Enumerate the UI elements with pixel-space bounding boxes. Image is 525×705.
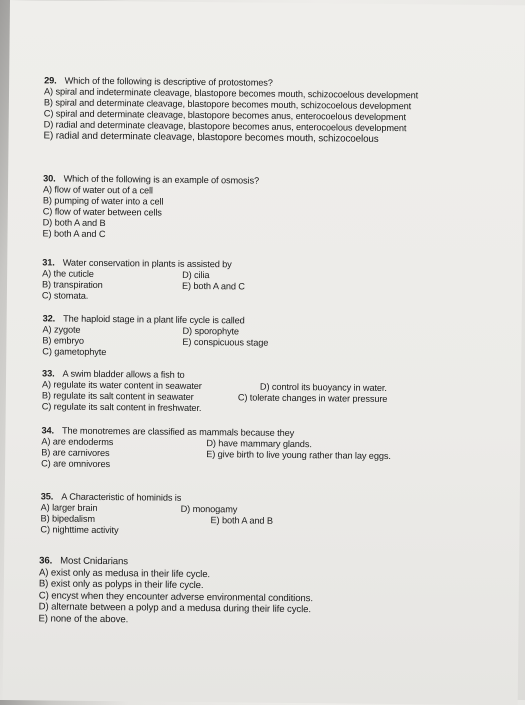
answer-option: A) exist only as medusa in their life cycle. [38,566,211,580]
answer-option: C) tolerate changes in water pressure [237,392,388,404]
question-29 [44,75,419,145]
exam-sheet [3,0,525,705]
answer-option: C) flow of water between cells [42,206,162,218]
answer-row [41,401,202,414]
answer-option: E) give birth to live young rather than lay eggs. [206,449,391,462]
answer-option: E) conspicuous stage [182,336,269,348]
question-number: 34. [41,425,55,436]
question-text: Which of the following is descriptive of protostomes? [64,75,273,88]
answer-option: A) are endoderms [41,436,114,448]
answer-option: D) sporophyte [182,325,240,337]
question-35 [40,491,273,536]
answer-option: D) alternate between a polyp and a medusa during their life cycle. [38,601,312,616]
answer-option: A) the cuticle [42,268,94,279]
answer-option: A) flow of water out of a cell [42,184,153,196]
answer-option: E) none of the above. [38,612,129,625]
question-number: 31. [42,257,55,268]
question-number: 33. [42,368,55,379]
answer-option: A) zygote [42,324,81,335]
answer-option: B) embryo [42,335,84,346]
answer-option: C) spiral and determinate cleavage, blastopore becomes anus, enterocoelous development [43,108,407,123]
question-34 [41,425,391,472]
answer-row [40,524,181,536]
answer-option: C) are omnivores [41,458,111,470]
answer-option: D) radial and determinate cleavage, blastopore becomes anus, enterocoelous development [43,119,407,134]
question-number: 36. [39,555,53,567]
answer-option: B) are carnivores [41,447,110,459]
question-text: Water conservation in plants is assisted by [62,257,232,270]
answer-option: D) control its buoyancy in water. [259,381,387,393]
question-32 [42,313,269,359]
question-number: 30. [43,173,56,184]
answer-option: B) bipedalism [40,513,95,524]
answer-option: C) stomata. [41,290,89,301]
answer-option: C) gametophyte [42,346,107,358]
answer-option: C) nighttime activity [40,524,119,536]
answer-option: B) regulate its salt content in seawater [41,390,194,402]
answer-option: B) transpiration [41,279,103,290]
question-text: Most Cnidarians [60,555,129,568]
answer-option: B) exist only as polyps in their life cycle. [38,578,204,592]
answer-option: A) larger brain [40,502,98,513]
answer-option: A) regulate its water content in seawater [41,379,202,392]
answer-option: E) radial and determinate cleavage, blastopore becomes mouth, schizocoelous [43,130,379,145]
answer-option: B) spiral and determinate cleavage, blastopore becomes mouth, schizocoelous development [43,97,412,112]
question-number: 35. [40,491,54,502]
answer-row [42,346,244,359]
answer-option: E) both A and B [210,515,273,526]
answer-option: D) have mammary glands. [206,438,312,450]
answer-option: D) cilia [182,269,210,281]
answer-option: D) monogamy [180,503,238,515]
question-33 [41,368,388,414]
question-text: A swim bladder allows a fish to [62,368,185,380]
answer-row [41,458,294,472]
answer-option: E) both A and C [42,228,106,240]
question-number: 32. [42,313,56,324]
answer-option: C) regulate its salt content in freshwater. [41,401,202,414]
question-text: A Characteristic of hominids is [61,491,182,503]
answer-option: E) both A and C [181,280,245,292]
answer-option: D) both A and B [42,217,106,229]
answer-option: C) encyst when they encounter adverse environmental conditions. [38,589,314,604]
question-text: The haploid stage in a plant life cycle is called [63,313,245,326]
question-text: Which of the following is an example of osmosis? [63,173,260,186]
question-30 [42,173,259,241]
question-number: 29. [44,75,57,86]
question-36 [38,555,313,627]
question-text: The monotremes are classified as mammals because they [61,425,295,438]
answer-row [42,290,232,303]
answer-option: B) pumping of water into a cell [42,195,164,207]
question-31 [41,257,245,303]
answer-option: A) spiral and indeterminate cleavage, blastopore becomes mouth, schizocoelous development [43,86,419,101]
